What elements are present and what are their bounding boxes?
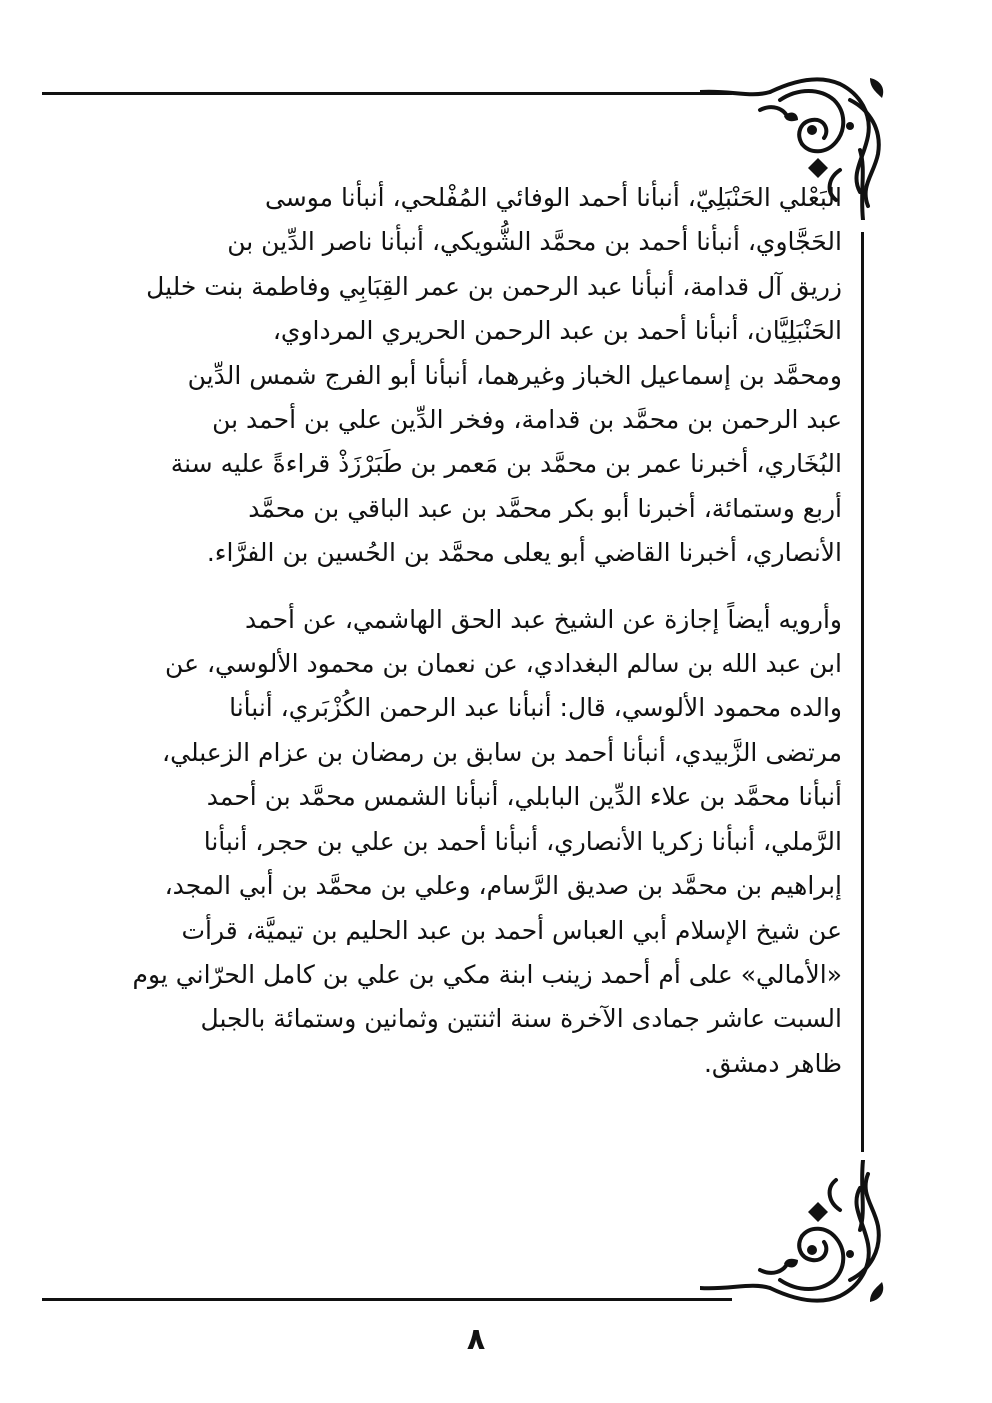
text-line: ظاهر دمشق. bbox=[703, 1048, 842, 1078]
text-line: زريق آل قدامة، أنبأنا عبد الرحمن بن عمر القِبَابِي وفاطمة بنت خليل bbox=[146, 271, 842, 301]
text-line: الأنصاري، أخبرنا القاضي أبو يعلى محمَّد بن الحُسين بن الفرَّاء. bbox=[206, 538, 842, 568]
right-border-rule bbox=[861, 232, 864, 1152]
page-number: ٨ bbox=[466, 1322, 486, 1357]
text-line: أنبأنا محمَّد بن علاء الدِّين البابلي، أنبأنا الشمس محمَّد بن أحمد bbox=[206, 782, 842, 812]
text-line: والده محمود الألوسي، قال: أنبأنا عبد الرحمن الكُزْبَري، أنبأنا bbox=[229, 693, 842, 723]
text-line: الحَنْبَلِيَّان، أنبأنا أحمد بن عبد الرحمن الحريري المرداوي، bbox=[272, 316, 842, 346]
text-line: عن شيخ الإسلام أبي العباس أحمد بن عبد الحليم بن تيميَّة، قرأت bbox=[181, 915, 842, 945]
body-text bbox=[110, 176, 842, 1086]
text-line: البَعْلي الحَنْبَلِيّ، أنبأنا أحمد الوفائي المُفْلحي، أنبأنا موسى bbox=[264, 183, 842, 212]
text-line: ابن عبد الله بن سالم البغدادي، عن نعمان بن محمود الألوسي، عن bbox=[165, 649, 842, 679]
text-line: وأرويه أيضاً إجازة عن الشيخ عبد الحق الهاشمي، عن أحمد bbox=[245, 604, 842, 634]
text-line: البُخَاري، أخبرنا عمر بن محمَّد بن مَعمر بن طَبَرْزَذْ قراءةً عليه سنة bbox=[170, 449, 842, 479]
text-line: أربع وستمائة، أخبرنا أبو بكر محمَّد بن عبد الباقي بن محمَّد bbox=[248, 493, 842, 523]
paragraph-2 bbox=[110, 598, 842, 1086]
paragraph-1 bbox=[110, 176, 842, 576]
text-line: مرتضى الزَّبيدي، أنبأنا أحمد بن سابق بن رمضان بن عزام الزعبلي، bbox=[162, 737, 842, 767]
bottom-corner-ornament-icon bbox=[700, 1160, 890, 1310]
text-line: الحَجَّاوي، أنبأنا أحمد بن محمَّد الشُّويكي، أنبأنا ناصر الدِّين بن bbox=[227, 227, 842, 257]
text-line: السبت عاشر جمادى الآخرة سنة اثنتين وثمانين وستمائة بالجبل bbox=[200, 1004, 842, 1034]
text-line: عبد الرحمن بن محمَّد بن قدامة، وفخر الدِّين علي بن أحمد بن bbox=[212, 405, 842, 435]
text-line: إبراهيم بن محمَّد بن صديق الرَّسام، وعلي بن محمَّد بن أبي المجد، bbox=[164, 871, 842, 901]
top-border-rule bbox=[42, 92, 732, 95]
text-line: «الأمالي» على أم أحمد زينب ابنة مكي بن علي بن كامل الحرّاني يوم bbox=[132, 959, 842, 989]
bottom-border-rule bbox=[42, 1298, 732, 1301]
text-line: ومحمَّد بن إسماعيل الخباز وغيرهما، أنبأنا أبو الفرج شمس الدِّين bbox=[187, 360, 842, 390]
text-line: الرَّملي، أنبأنا زكريا الأنصاري، أنبأنا أحمد بن علي بن حجر، أنبأنا bbox=[203, 826, 842, 856]
